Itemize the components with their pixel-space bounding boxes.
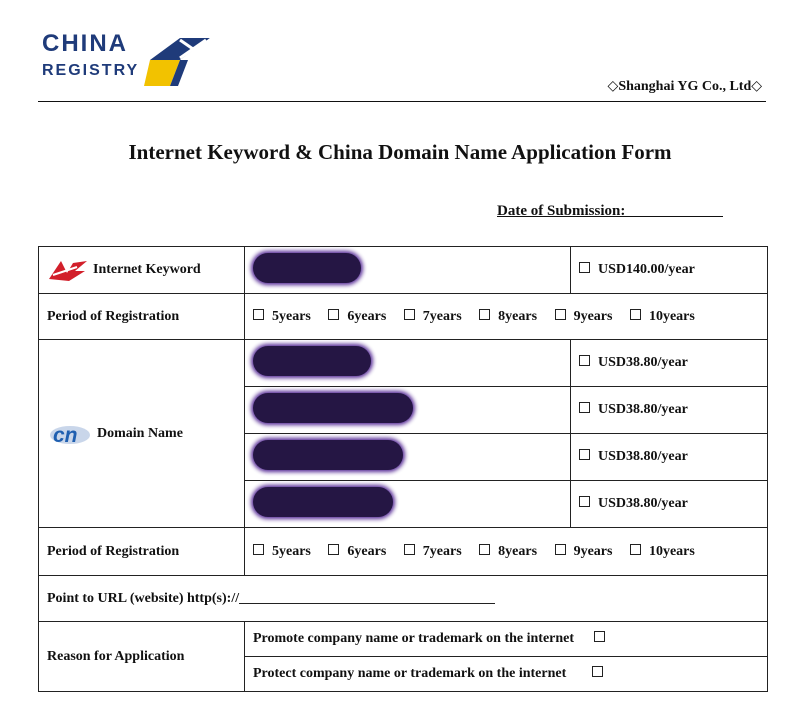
checkbox-icon[interactable]	[479, 544, 490, 555]
application-form-table	[38, 246, 768, 692]
domain-name-label: Domain Name	[97, 425, 183, 441]
domain-price-1: USD38.80/year	[598, 355, 688, 370]
domain-field-3[interactable]	[245, 434, 571, 481]
internet-keyword-row	[39, 247, 768, 294]
period-option: 9years	[573, 308, 613, 324]
period-option: 7years	[422, 308, 462, 324]
checkbox-icon[interactable]	[404, 309, 415, 320]
period-option: 8years	[498, 543, 538, 559]
redacted-text	[253, 346, 371, 376]
url-row	[39, 576, 768, 622]
domain-price-2: USD38.80/year	[598, 402, 688, 417]
domain-row-1	[39, 340, 768, 387]
domain-field-1[interactable]	[245, 340, 571, 387]
reason-label: Reason for Application	[39, 622, 245, 692]
cn-domain-icon	[47, 421, 93, 447]
domain-field-4[interactable]	[245, 481, 571, 528]
checkbox-icon[interactable]	[404, 544, 415, 555]
period-option: 5years	[272, 308, 311, 324]
redacted-text	[253, 253, 361, 283]
checkbox-icon[interactable]	[253, 544, 264, 555]
period-option: 6years	[347, 308, 387, 324]
reason-option-protect: Protect company name or trademark on the internet	[253, 666, 567, 681]
checkbox-icon[interactable]	[594, 631, 605, 642]
reason-row-1	[39, 622, 768, 657]
redacted-text	[253, 487, 393, 517]
period-option: 7years	[422, 543, 462, 559]
checkbox-icon[interactable]	[579, 496, 590, 507]
svg-text:cn: cn	[53, 423, 78, 447]
period-option: 8years	[498, 308, 538, 324]
checkbox-icon[interactable]	[479, 309, 490, 320]
keyword-period-row	[39, 294, 768, 340]
checkbox-icon[interactable]	[592, 666, 603, 677]
period-option: 5years	[272, 543, 311, 559]
period-option: 10years	[648, 308, 695, 324]
company-name: ◇Shanghai YG Co., Ltd◇	[607, 79, 762, 94]
internet-keyword-label: Internet Keyword	[93, 262, 201, 278]
date-of-submission-label: Date of Submission:	[497, 203, 626, 219]
china-registry-logo	[40, 30, 220, 90]
checkbox-icon[interactable]	[579, 449, 590, 460]
period-option: 6years	[347, 543, 387, 559]
domain-period-row	[39, 528, 768, 576]
checkbox-icon[interactable]	[630, 309, 641, 320]
checkbox-icon[interactable]	[630, 544, 641, 555]
date-of-submission	[497, 203, 723, 220]
china-registry-flag-icon	[140, 30, 220, 90]
checkbox-icon[interactable]	[253, 309, 264, 320]
redacted-text	[253, 393, 413, 423]
domain-price-4: USD38.80/year	[598, 496, 688, 511]
url-label: Point to URL (website) http(s)://	[47, 590, 240, 606]
internet-keyword-icon	[47, 257, 89, 283]
logo-line-1: CHINA	[42, 30, 128, 57]
date-of-submission-field[interactable]	[625, 216, 723, 217]
reason-option-promote: Promote company name or trademark on the internet	[253, 631, 575, 646]
checkbox-icon[interactable]	[579, 355, 590, 366]
domain-field-2[interactable]	[245, 387, 571, 434]
domain-price-3: USD38.80/year	[598, 449, 688, 464]
url-input[interactable]	[239, 603, 495, 604]
redacted-text	[253, 440, 403, 470]
period-option: 9years	[573, 543, 613, 559]
domain-period-label: Period of Registration	[39, 528, 245, 576]
checkbox-icon[interactable]	[328, 309, 339, 320]
internet-keyword-field[interactable]	[245, 247, 571, 294]
logo-line-2: REGISTRY	[42, 62, 140, 79]
period-option: 10years	[648, 543, 695, 559]
internet-keyword-price: USD140.00/year	[598, 262, 695, 277]
page-title: Internet Keyword & China Domain Name Application Form	[128, 140, 672, 164]
keyword-period-label: Period of Registration	[39, 294, 245, 340]
checkbox-icon[interactable]	[328, 544, 339, 555]
checkbox-icon[interactable]	[579, 402, 590, 413]
header-divider	[38, 101, 766, 102]
checkbox-icon[interactable]	[555, 309, 566, 320]
checkbox-icon[interactable]	[579, 262, 590, 273]
checkbox-icon[interactable]	[555, 544, 566, 555]
